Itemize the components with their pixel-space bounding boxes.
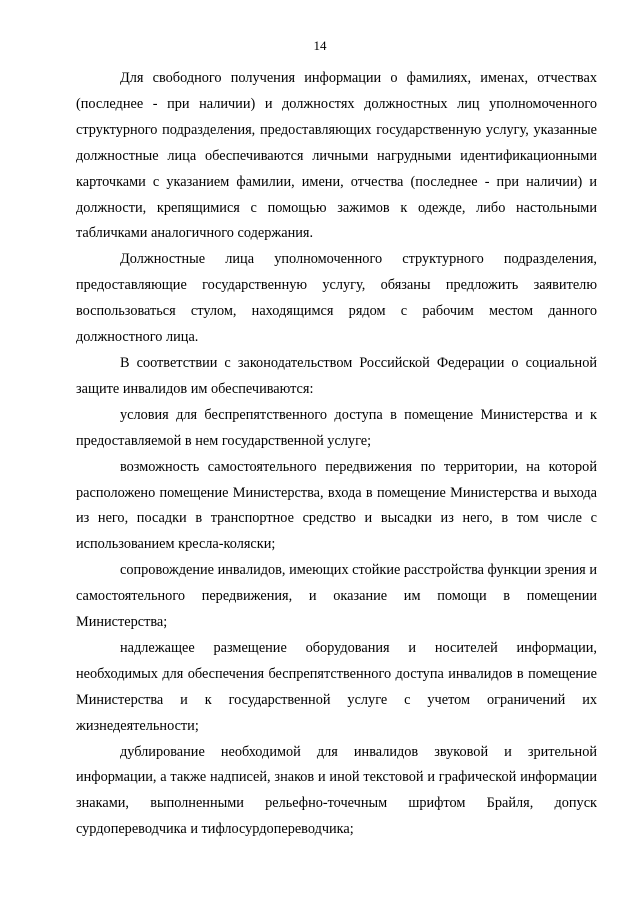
list-item-access-conditions: условия для беспрепятственного доступа в помещение Министерства и к предоставляемой в нем государственной услуге; (76, 406, 597, 449)
list-item-equipment-placement: надлежащее размещение оборудования и носителей информации, необходимых для обеспечения беспрепятственного доступа инвалидов в помещение Министерства и к государственной услуге с учетом ограничений их жизнедеятельности; (76, 639, 597, 734)
paragraph-identification-cards: Для свободного получения информации о фамилиях, именах, отчествах (последнее - при наличии) и должностях должностных лиц уполномоченного структурного подразделения, предоставляющих государственную услугу, указанные должностные лица обеспечиваются личными нагрудными идентификационными карточками с указанием фамилии, имени, отчества (последнее - при наличии) и должности, крепящимися с помощью зажимов к одежде, либо настольными табличками аналогичного содержания. (76, 70, 597, 242)
list-item-independent-movement: возможность самостоятельного передвижения по территории, на которой расположено помещение Министерства, входа в помещение Министерства и выхода из него, посадки в транспортное средство и высадки из него, в том числе с использованием кресла-коляски; (76, 458, 597, 553)
list-item-escort-assistance: сопровождение инвалидов, имеющих стойкие расстройства функции зрения и самостоятельного передвижения, и оказание им помощи в помещении Министерства; (76, 562, 597, 631)
paragraph-seating: Должностные лица уполномоченного структурного подразделения, предоставляющие государственную услугу, обязаны предложить заявителю воспользоваться стулом, находящимся рядом с рабочим местом данного должностного лица. (76, 251, 597, 346)
list-item-information-duplication: дублирование необходимой для инвалидов звуковой и зрительной информации, а также надписей, знаков и иной текстовой и графической информации знаками, выполненными рельефно-точечным шрифтом Брайля, допуск сурдопереводчика и тифлосурдопереводчика; (76, 743, 597, 838)
paragraph-disability-protection-intro: В соответствии с законодательством Российской Федерации о социальной защите инвалидов им обеспечиваются: (76, 354, 597, 397)
page-number: 14 (313, 38, 327, 53)
document-body (76, 66, 597, 843)
